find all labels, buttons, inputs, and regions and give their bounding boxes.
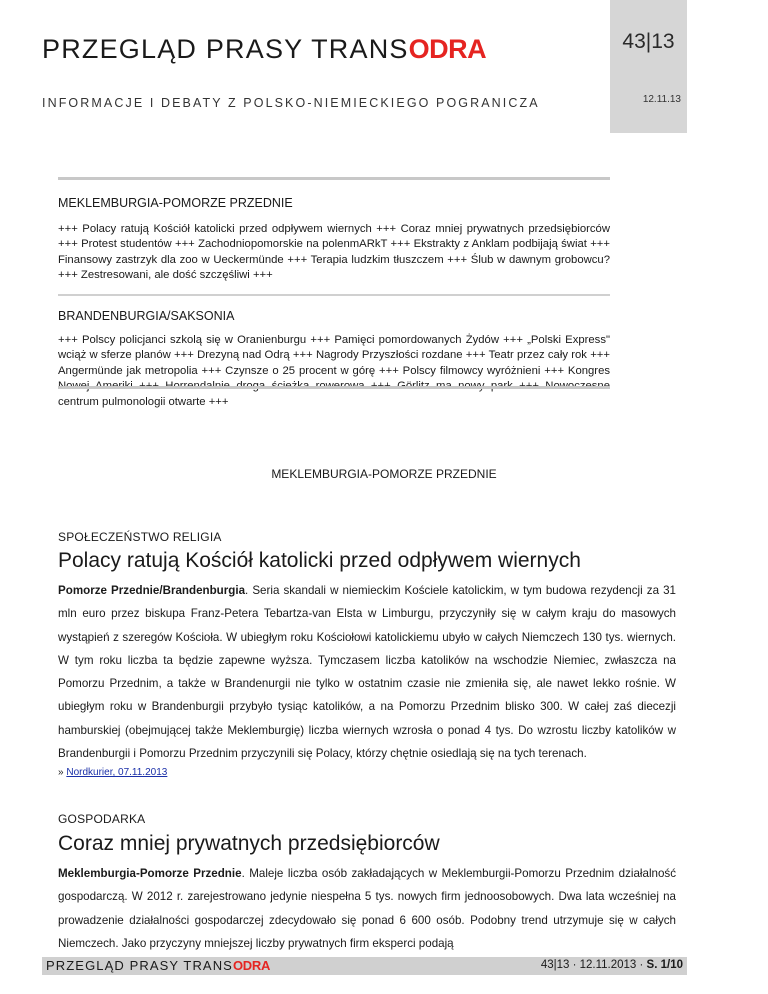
- toc-middle-divider: [58, 294, 610, 296]
- toc-heading-meklemburgia: MEKLEMBURGIA-POMORZE PRZEDNIE: [58, 196, 293, 210]
- article-category: GOSPODARKA: [58, 812, 146, 826]
- issue-panel: [610, 0, 687, 133]
- footer-page-info: [541, 959, 683, 971]
- brand-accent-logo: ODRA: [408, 34, 487, 64]
- article-body: [58, 862, 676, 955]
- publication-title: [42, 34, 486, 65]
- article-lead: Pomorze Przednie/Brandenburgia: [58, 584, 246, 597]
- brand-main: PRZEGLĄD PRASY TRANS: [42, 34, 409, 64]
- footer-brand-main: PRZEGLĄD PRASY TRANS: [46, 958, 233, 973]
- page-footer: [42, 957, 687, 975]
- article-category: SPOŁECZEŃSTWO RELIGIA: [58, 530, 222, 544]
- article-text: . Seria skandali w niemieckim Kościele katolickim, w tym budowa rezydencji za 31 mln euro przez biskupa Franz-Petera Tebartza-van Elsta w Limburgu, przyczyniły się w całym kraju do masowych wystąpień z szeregów Kościoła. W ubiegłym roku Kościołowi katolickiemu ubyło w całych Niemczech 130 tys. wiernych. W tym roku liczba ta będzie zapewne wyższa. Tymczasem liczba katolików na wschodzie Niemiec, zwłaszcza na Pomorzu Przednim, a także w Brandenurgii nie tylko w ostatnim czasie nie zmieniła się, ale nawet lekko rośnie. W ubiegłym roku w Brandenburgii przybyło tysiąc katolików, a na Pomorzu Przednim blisko 300. W całej zaś diecezji hamburskiej (obejmującej także Meklemburgię) liczba wiernych wzrosła o ponad 4 tys. Do wzrostu liczby katolików w Brandenburgii i Pomorzu Przednim przyczynili się Polacy, którzy chętnie osiedlają się na tych terenach.: [58, 584, 676, 761]
- source-marker: »: [58, 767, 67, 778]
- footer-brand: [46, 958, 270, 973]
- toc-top-divider: [58, 177, 610, 180]
- toc-bottom-divider: [58, 386, 610, 389]
- toc-heading-brandenburgia: BRANDENBURGIA/SAKSONIA: [58, 309, 235, 323]
- article-title: Coraz mniej prywatnych przedsiębiorców: [58, 832, 440, 855]
- article-source: [58, 767, 167, 778]
- issue-number: 43|13: [622, 30, 675, 53]
- toc-summary-meklemburgia: +++ Polacy ratują Kościół katolicki przed odpływem wiernych +++ Coraz mniej prywatnych przedsiębiorców +++ Protest studentów +++ Zachodniopomorskie na polenmARkT +++ Ekstrakty z Anklam podbijają świat +++ Finansowy zastrzyk dla zoo w Ueckermünde +++ Terapia ludzkim tłuszczem +++ Ślub w dawnym grobowcu? +++ Zestresowani, ale dość szczęśliwi +++: [58, 223, 610, 282]
- footer-issue: 43|13 · 12.11.2013 ·: [540, 959, 647, 971]
- article-title: Polacy ratują Kościół katolicki przed odpływem wiernych: [58, 549, 581, 572]
- article-text: . Maleje liczba osób zakładających w Meklemburgii-Pomorzu Przednim działalność gospodarczą. W 2012 r. zarejestrowano jedynie niespełna 5 tys. nowych firm jednoosobowych. Dwa lata wcześniej na prowadzenie działalności gospodarczej zdecydowało się ponad 6 600 osób. Podobny trend utrzymuje się w całych Niemczech. Jako przyczyny mniejszej liczby prywatnych firm eksperci podają: [58, 867, 677, 950]
- section-title: MEKLEMBURGIA-POMORZE PRZEDNIE: [271, 467, 497, 481]
- footer-brand-accent: ODRA: [232, 958, 271, 973]
- toc-summary-brandenburgia: +++ Polscy policjanci szkolą się w Oranienburgu +++ Pamięci pomordowanych Żydów +++ „Polski Express" wciąż w sferze planów +++ Drezyną nad Odrą +++ Nagrody Przyszłości rozdane +++ Teatr przez cały rok +++ Angermünde jak metropolia +++ Czynsze o 25 procent w górę +++ Polscy filmowcy wyróżnieni +++ Kongres centrum pulmonologii otwarte +++: [58, 334, 610, 408]
- publication-tagline: INFORMACJE I DEBATY Z POLSKO-NIEMIECKIEGO POGRANICZA: [42, 96, 540, 110]
- source-link[interactable]: Nordkurier, 07.11.2013: [66, 767, 168, 778]
- issue-date: 12.11.13: [642, 94, 681, 105]
- footer-page-number: S. 1/10: [646, 959, 683, 971]
- article-lead: Meklemburgia-Pomorze Przednie: [58, 867, 242, 880]
- article-body: [58, 579, 676, 765]
